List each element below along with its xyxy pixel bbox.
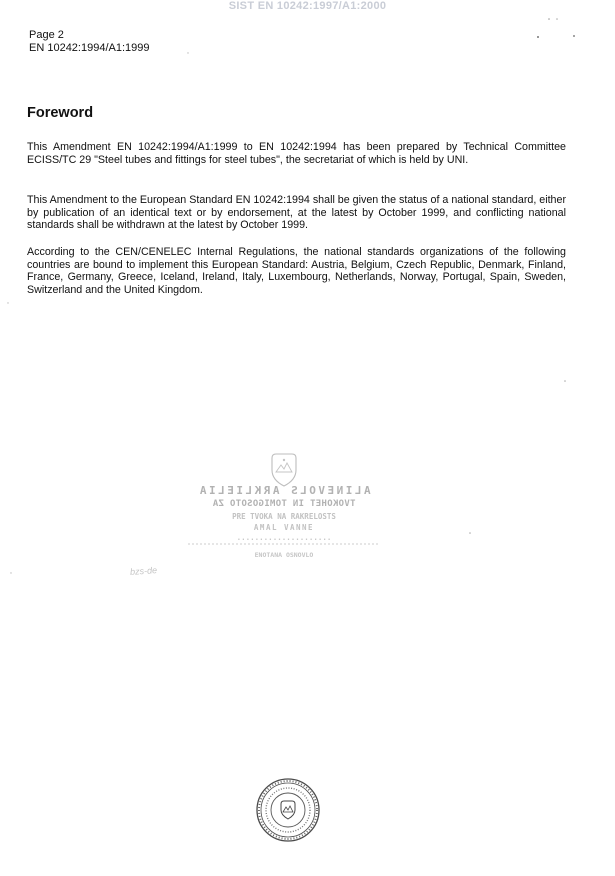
stamp-line-3: PRE TVOKA NA RAKRELOSTS	[232, 512, 336, 521]
document-reference: EN 10242:1994/A1:1999	[29, 42, 150, 54]
stamp-line-2: TVOKOHET IN TOMIGOSOTO ZA	[212, 499, 356, 509]
page-number: Page 2	[29, 29, 64, 41]
paragraph-implementation: According to the CEN/CENELEC Internal Regulations, the national standards organizations of the following countries are bound to implement this European Standard: Austria, Belgium, Czech Republic, Denmark, Finland, France, Germany, Greece, Iceland, Ireland, Italy, Luxembourg, Netherlands, Norway, Portugal, Spain, Sweden, Switzerland and the United Kingdom.	[27, 246, 566, 296]
section-title: Foreword	[27, 105, 94, 121]
stamp-line-4: AMAL VANNE	[253, 523, 315, 532]
watermark: SIST EN 10242:1997/A1:2000	[228, 0, 387, 12]
stamp-line-6: ENOTANA OSNOVLO	[254, 551, 314, 559]
paragraph-status: This Amendment to the European Standard EN 10242:1994 shall be given the status of a national standard, either by publication of an identical text or by endorsement, at the latest by October 1999, and conflicting national standards shall be withdrawn at the latest by October 1999.	[27, 194, 566, 232]
handwritten-note: bzs-de	[129, 565, 158, 577]
stamp-line-5: .....................	[236, 533, 332, 542]
stamp-line-1: ALINEVOLS ARKLIELIA	[197, 484, 371, 497]
paragraph-preparation: This Amendment EN 10242:1994/A1:1999 to EN 10242:1994 has been prepared by Technical Committee ECISS/TC 29 "Steel tubes and fittings for steel tubes", the secretariat of which is held by UNI.	[27, 141, 566, 166]
